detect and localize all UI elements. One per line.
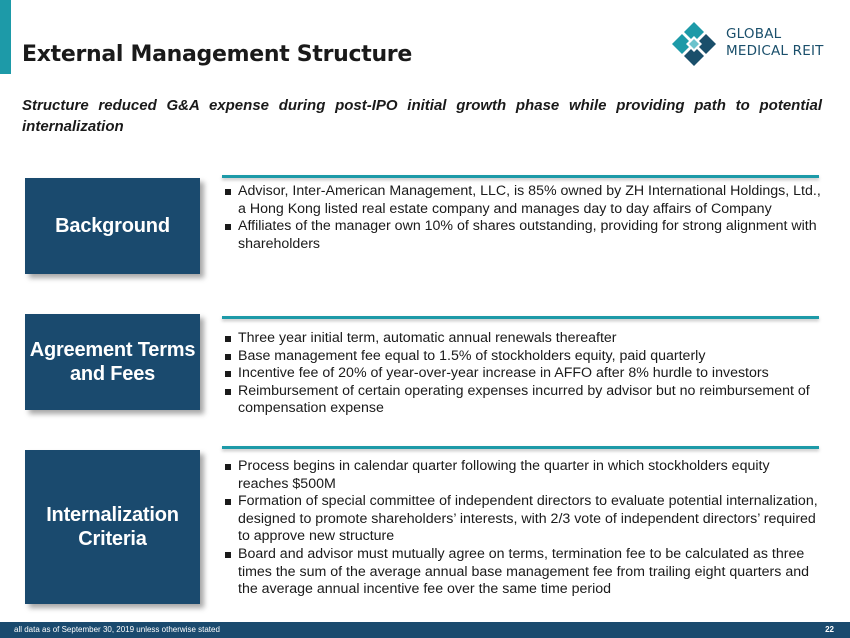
internalization-criteria-rule [222, 446, 819, 449]
bullet-item: Affiliates of the manager own 10% of shares outstanding, providing for strong alignment with shareholders [222, 218, 822, 253]
page-subtitle: Structure reduced G&A expense during post-IPO initial growth phase while providing path to potential internalization [22, 97, 822, 135]
bullet-item: Reimbursement of certain operating expenses incurred by advisor but no reimbursement of compensation expense [222, 383, 822, 418]
cross-logo-icon [670, 20, 718, 68]
footer-bar [0, 622, 850, 638]
bullet-item: Three year initial term, automatic annual renewals thereafter [222, 330, 822, 348]
bullet-item: Process begins in calendar quarter following the quarter in which stockholders equity reaches $500M [222, 458, 822, 493]
bullet-item: Incentive fee of 20% of year-over-year increase in AFFO after 8% hurdle to investors [222, 365, 822, 383]
internalization-criteria-label: Internalization Criteria [25, 450, 200, 604]
logo-line-2: MEDICAL REIT [726, 43, 824, 59]
background-label: Background [25, 178, 200, 274]
background-bullets [222, 183, 822, 253]
agreement-terms-rule [222, 316, 819, 319]
background-rule [222, 175, 819, 178]
page-title: External Management Structure [22, 42, 412, 67]
bullet-item: Board and advisor must mutually agree on terms, termination fee to be calculated as three times the sum of the average annual base management fee from trailing eight quarters and the average annual incentive fee over the same time period [222, 546, 822, 599]
title-accent-bar [0, 0, 11, 74]
page-number: 22 [825, 625, 834, 634]
agreement-terms-bullets [222, 330, 822, 418]
bullet-item: Advisor, Inter-American Management, LLC, is 85% owned by ZH International Holdings, Ltd., a Hong Kong listed real estate company and manages day to day affairs of Company [222, 183, 822, 218]
bullet-item: Formation of special committee of independent directors to evaluate potential internalization, designed to promote shareholders’ interests, with 2/3 vote of independent directors’ required to approve new structure [222, 493, 822, 546]
footer-note: all data as of September 30, 2019 unless otherwise stated [14, 625, 220, 634]
logo-line-1: GLOBAL [726, 26, 782, 42]
internalization-criteria-bullets [222, 458, 822, 599]
agreement-terms-label: Agreement Terms and Fees [25, 314, 200, 410]
company-logo [670, 20, 830, 70]
bullet-item: Base management fee equal to 1.5% of stockholders equity, paid quarterly [222, 348, 822, 366]
